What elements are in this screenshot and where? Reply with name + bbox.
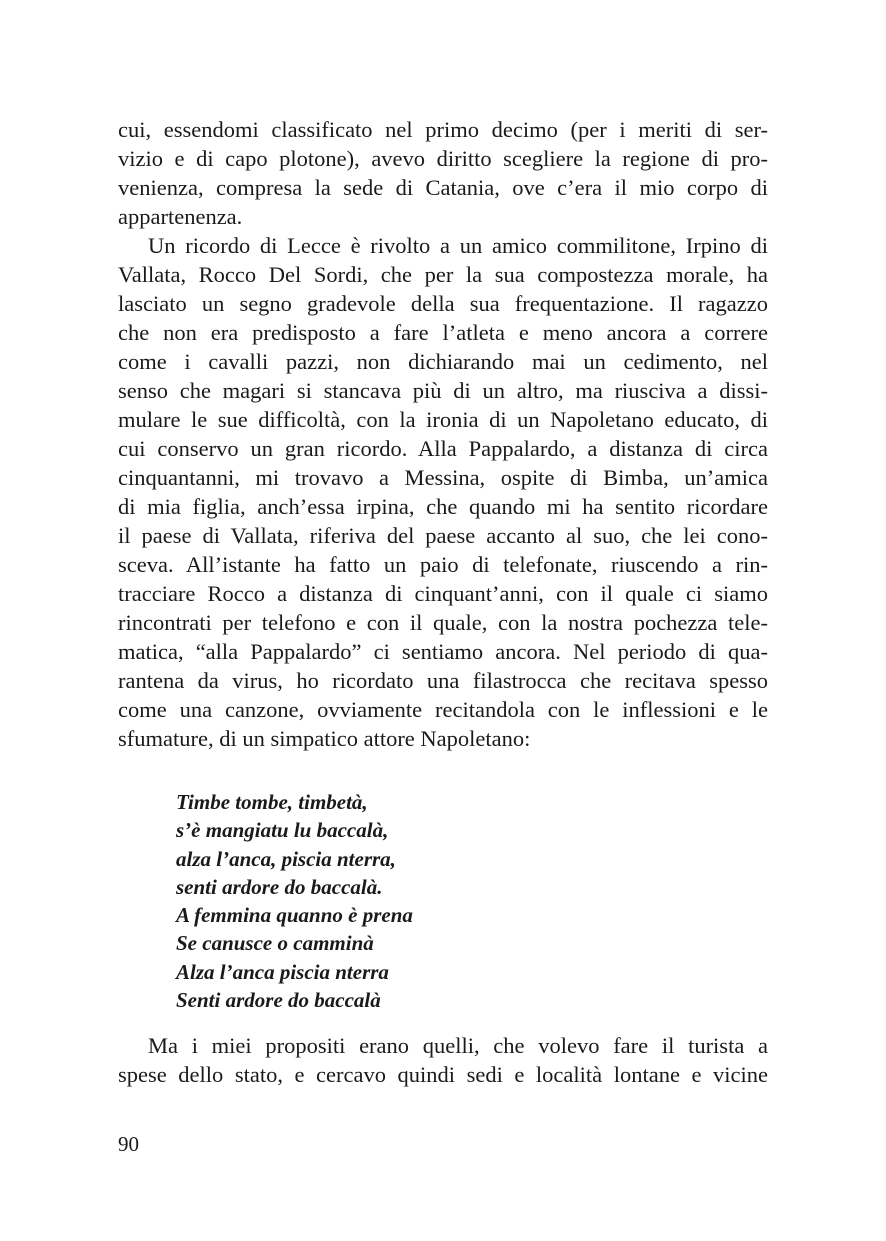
text-line: sfumature, di un simpatico attore Napoletano: [118, 726, 531, 751]
poem-verse [176, 788, 413, 1014]
text-line: vizio e di capo plotone), avevo diritto scegliere la regione di pro- [118, 146, 768, 171]
paragraph-3 [118, 1031, 768, 1089]
text-line: rincontrati per telefono e con il quale, con la nostra pochezza tele- [118, 610, 768, 635]
text-line: venienza, compresa la sede di Catania, ove c’era il mio corpo di [118, 175, 768, 200]
text-line: come una canzone, ovviamente recitandola con le inflessioni e le [118, 697, 768, 722]
text-line: Ma i miei propositi erano quelli, che volevo fare il turista a [148, 1033, 768, 1058]
text-line: rantena da virus, ho ricordato una filastrocca che recitava spesso [118, 668, 768, 693]
text-line: tracciare Rocco a distanza di cinquant’anni, con il quale ci siamo [118, 581, 768, 606]
text-line: il paese di Vallata, riferiva del paese accanto al suo, che lei cono- [118, 523, 768, 548]
paragraph-1 [118, 115, 768, 231]
poem-line: senti ardore do baccalà. [176, 874, 383, 899]
poem-line: Se canusce o camminà [176, 931, 374, 956]
text-line: spese dello stato, e cercavo quindi sedi e località lontane e vicine [118, 1062, 768, 1087]
text-line: cui conservo un gran ricordo. Alla Pappalardo, a distanza di circa [118, 436, 768, 461]
text-line: sceva. All’istante ha fatto un paio di telefonate, riuscendo a rin- [118, 552, 768, 577]
text-line: lasciato un segno gradevole della sua frequentazione. Il ragazzo [118, 291, 768, 316]
poem-line: Timbe tombe, timbetà, [176, 790, 368, 814]
text-line: matica, “alla Pappalardo” ci sentiamo ancora. Nel periodo di qua- [118, 639, 768, 664]
paragraph-2 [118, 231, 768, 753]
text-line: senso che magari si stancava più di un altro, ma riusciva a dissi- [118, 378, 768, 403]
text-line: di mia figlia, anch’essa irpina, che quando mi ha sentito ricordare [118, 494, 768, 519]
text-line: cui, essendomi classificato nel primo decimo (per i meriti di ser- [118, 117, 768, 142]
poem-line: A femmina quanno è prena [176, 903, 413, 928]
poem-line: s’è mangiatu lu baccalà, [176, 818, 389, 843]
page-number: 90 [118, 1132, 139, 1156]
poem-line: Senti ardore do baccalà [176, 988, 381, 1013]
text-line: cinquantanni, mi trovavo a Messina, ospite di Bimba, un’amica [118, 465, 768, 490]
text-line: Vallata, Rocco Del Sordi, che per la sua compostezza morale, ha [118, 262, 768, 287]
text-line: appartenenza. [118, 204, 243, 229]
text-line: Un ricordo di Lecce è rivolto a un amico commilitone, Irpino di [148, 233, 768, 258]
text-line: come i cavalli pazzi, non dichiarando mai un cedimento, nel [118, 349, 768, 374]
poem-line: Alza l’anca piscia nterra [176, 959, 389, 984]
text-line: che non era predisposto a fare l’atleta e meno ancora a correre [118, 320, 768, 345]
poem-line: alza l’anca, piscia nterra, [176, 846, 396, 871]
text-line: mulare le sue difficoltà, con la ironia di un Napoletano educato, di [118, 407, 768, 432]
